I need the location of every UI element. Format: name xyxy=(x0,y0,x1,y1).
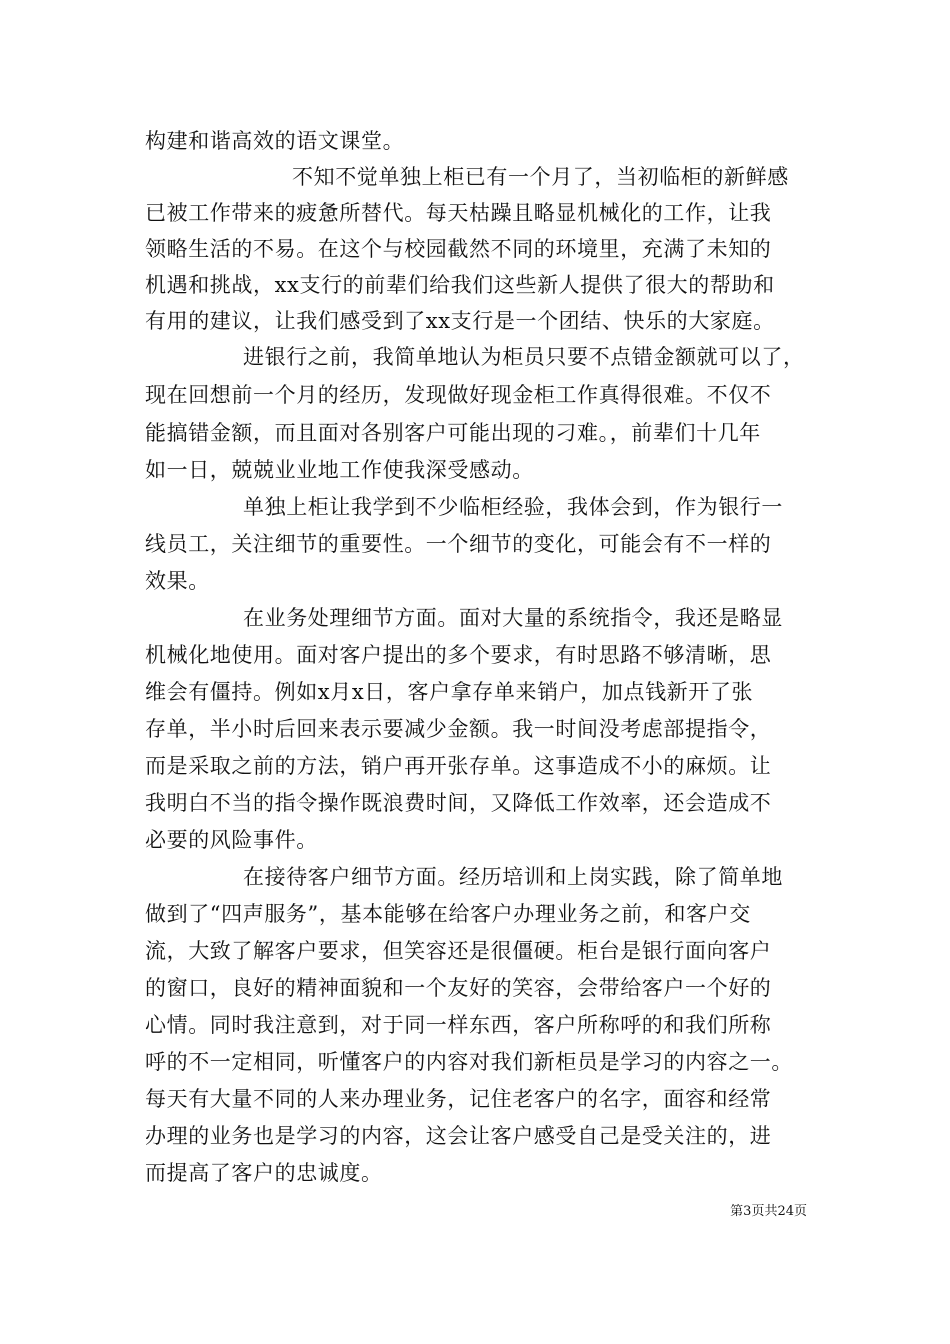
paragraph-first-line: 在业务处理细节方面。面对大量的系统指令，我还是略显 xyxy=(243,606,783,630)
text-line: 而提高了客户的忠诚度。 xyxy=(145,1161,383,1185)
text-line: 心情。同时我注意到，对于同一样东西，客户所称呼的和我们所称 xyxy=(145,1013,772,1037)
text-line: 必要的风险事件。 xyxy=(145,828,318,852)
text-line: 存单，半小时后回来表示要减少金额。我一时间没考虑部提指令， xyxy=(145,717,772,741)
text-line: 领略生活的不易。在这个与校园截然不同的环境里，充满了未知的 xyxy=(145,237,772,261)
paragraph-first-line: 不知不觉单独上柜已有一个月了，当初临柜的新鲜感 xyxy=(292,165,789,189)
text-line: 呼的不一定相同，听懂客户的内容对我们新柜员是学习的内容之一。 xyxy=(145,1050,793,1074)
text-line: 有用的建议，让我们感受到了xx支行是一个团结、快乐的大家庭。 xyxy=(145,309,775,333)
text-line: 每天有大量不同的人来办理业务，记住老客户的名字，面容和经常 xyxy=(145,1087,772,1111)
text-line: 的窗口，良好的精神面貌和一个友好的笑容，会带给客户一个好的 xyxy=(145,976,772,1000)
paragraph-first-line: 进银行之前，我简单地认为柜员只要不点错金额就可以了， xyxy=(243,345,805,369)
paragraph-first-line: 在接待客户细节方面。经历培训和上岗实践，除了简单地 xyxy=(243,865,783,889)
text-line: 而是采取之前的方法，销户再开张存单。这事造成不小的麻烦。让 xyxy=(145,754,772,778)
text-line: 现在回想前一个月的经历，发现做好现金柜工作真得很难。不仅不 xyxy=(145,383,772,407)
paragraph-first-line: 单独上柜让我学到不少临柜经验，我体会到，作为银行一 xyxy=(243,495,783,519)
text-line: 维会有僵持。例如x月x日，客户拿存单来销户，加点钱新开了张 xyxy=(145,680,754,704)
text-line: 机遇和挑战，xx支行的前辈们给我们这些新人提供了很大的帮助和 xyxy=(145,273,775,297)
text-line: 效果。 xyxy=(145,569,210,593)
text-line: 我明白不当的指令操作既浪费时间，又降低工作效率，还会造成不 xyxy=(145,791,772,815)
text-line: 已被工作带来的疲惫所替代。每天枯躁且略显机械化的工作，让我 xyxy=(145,201,772,225)
text-line: 如一日，兢兢业业地工作使我深受感动。 xyxy=(145,458,534,482)
page-number: 第3页共24页 xyxy=(730,1204,807,1219)
text-line: 能搞错金额，而且面对各别客户可能出现的刁难。，前辈们十几年 xyxy=(145,421,761,445)
text-line: 做到了“四声服务”，基本能够在给客户办理业务之前，和客户交 xyxy=(145,902,751,926)
text-line: 机械化地使用。面对客户提出的多个要求，有时思路不够清晰，思 xyxy=(145,643,772,667)
text-line: 线员工，关注细节的重要性。一个细节的变化，可能会有不一样的 xyxy=(145,532,772,556)
text-line: 办理的业务也是学习的内容，这会让客户感受自己是受关注的，进 xyxy=(145,1124,772,1148)
text-line: 构建和谐高效的语文课堂。 xyxy=(145,129,405,153)
text-line: 流，大致了解客户要求，但笑容还是很僵硬。柜台是银行面向客户 xyxy=(145,939,772,963)
